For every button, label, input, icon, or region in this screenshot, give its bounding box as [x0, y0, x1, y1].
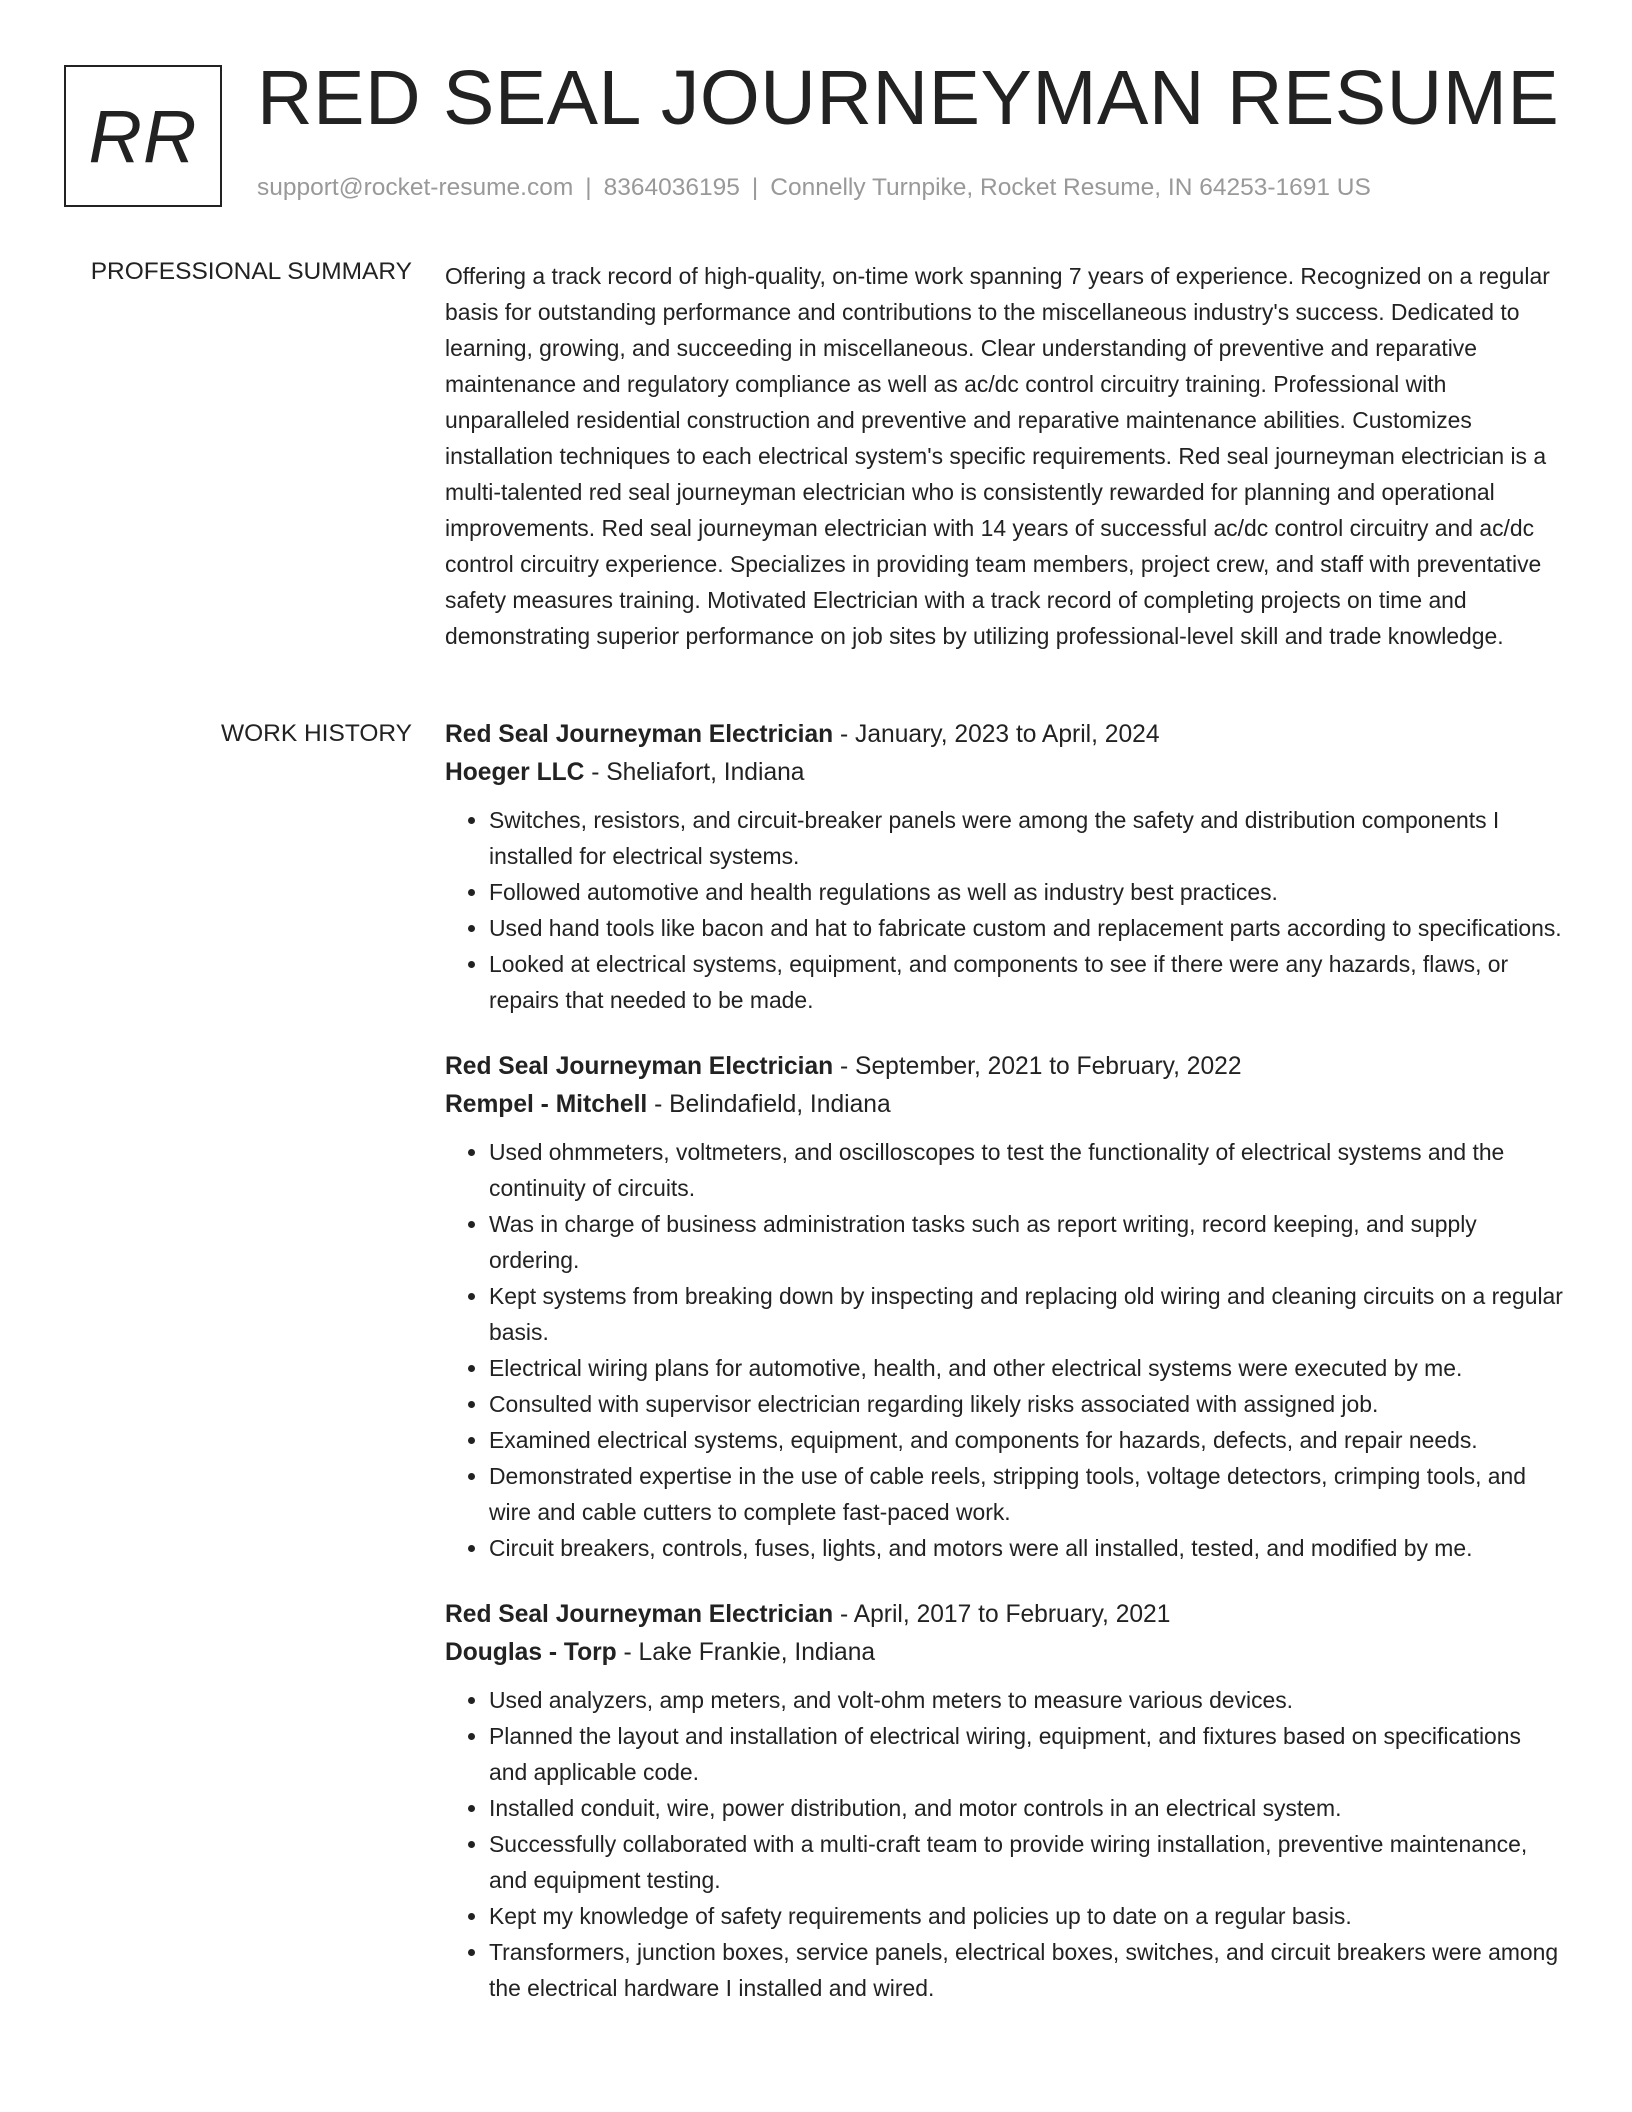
job-bullet-list: [445, 802, 1565, 1018]
resume-title: RED SEAL JOURNEYMAN RESUME: [257, 55, 1560, 141]
job-bullet: • Transformers, junction boxes, service panels, electrical boxes, switches, and circuit breakers were among the electrical hardware I installed and wired.: [489, 1934, 1565, 2006]
job-dates: - April, 2017 to February, 2021: [833, 1601, 1171, 1628]
job-bullet: • Was in charge of business administration tasks such as report writing, record keeping, and supply ordering.: [489, 1206, 1565, 1278]
contact-separator: |: [585, 174, 592, 201]
job-bullet: • Electrical wiring plans for automotive, health, and other electrical systems were executed by me.: [489, 1350, 1565, 1386]
job-title-line: [445, 716, 1565, 754]
job-company-line: [445, 754, 1565, 792]
job-dates: - September, 2021 to February, 2022: [833, 1053, 1242, 1080]
job-title-line: [445, 1048, 1565, 1086]
job-entry: [445, 716, 1565, 1018]
job-title: Red Seal Journeyman Electrician: [445, 1053, 834, 1080]
job-bullet: • Followed automotive and health regulations as well as industry best practices.: [489, 874, 1565, 910]
job-company-line: [445, 1086, 1565, 1124]
job-title: Red Seal Journeyman Electrician: [445, 721, 834, 748]
job-company: Douglas - Torp: [445, 1639, 617, 1666]
contact-line: [257, 174, 1371, 202]
job-bullet: • Switches, resistors, and circuit-breaker panels were among the safety and distribution components I installed for electrical systems.: [489, 802, 1565, 874]
job-entry: [445, 1048, 1565, 1566]
job-bullet: • Installed conduit, wire, power distribution, and motor controls in an electrical system.: [489, 1790, 1565, 1826]
contact-phone[interactable]: 8364036195: [603, 174, 740, 201]
job-location: - Sheliafort, Indiana: [584, 759, 805, 786]
job-bullet-list: [445, 1134, 1565, 1566]
job-bullet: • Used ohmmeters, voltmeters, and oscilloscopes to test the functionality of electrical systems and the continuity of circuits.: [489, 1134, 1565, 1206]
job-bullet: • Examined electrical systems, equipment, and components for hazards, defects, and repair needs.: [489, 1422, 1565, 1458]
job-dates: - January, 2023 to April, 2024: [833, 721, 1160, 748]
job-company: Hoeger LLC: [445, 759, 585, 786]
job-company: Rempel - Mitchell: [445, 1091, 648, 1118]
work-history-section-label: WORK HISTORY: [220, 720, 412, 747]
job-bullet: • Consulted with supervisor electrician regarding likely risks associated with assigned job.: [489, 1386, 1565, 1422]
job-bullet: • Demonstrated expertise in the use of cable reels, stripping tools, voltage detectors, crimping tools, and wire and cable cutters to complete fast-paced work.: [489, 1458, 1565, 1530]
contact-separator: |: [751, 174, 759, 201]
job-bullet: • Used hand tools like bacon and hat to fabricate custom and replacement parts according to specifications.: [489, 910, 1565, 946]
monogram-badge: [64, 65, 222, 207]
summary-text: Offering a track record of high-quality, on-time work spanning 7 years of experience. Recognized on a regular basis for outstanding performance and contributions to the miscellaneous industry's success. Dedicated to learning, growing, and succeeding in miscellaneous. Clear understanding of preventive and reparative maintenance and regulatory compliance as well as ac/dc control circuitry training. Professional with unparalleled residential construction and preventive and reparative maintenance abilities. Customizes installation techniques to each electrical system's specific requirements. Red seal journeyman electrician is a multi-talented red seal journeyman electrician who is consistently rewarded for planning and operational improvements. Red seal journeyman electrician with 14 years of successful ac/dc control circuitry and ac/dc control circuitry experience. Specializes in providing team members, project crew, and staff with preventative safety measures training. Motivated Electrician with a track record of completing projects on time and demonstrating superior performance on job sites by utilizing professional-level skill and trade knowledge.: [445, 263, 1550, 649]
job-title: Red Seal Journeyman Electrician: [445, 1601, 834, 1628]
monogram-initials: RR: [88, 94, 198, 178]
job-bullet: • Kept systems from breaking down by inspecting and replacing old wiring and cleaning circuits on a regular basis.: [489, 1278, 1565, 1350]
contact-email[interactable]: support@rocket-resume.com: [257, 174, 574, 201]
job-bullet: • Kept my knowledge of safety requirements and policies up to date on a regular basis.: [489, 1898, 1565, 1934]
job-company-line: [445, 1634, 1565, 1672]
job-bullet: • Used analyzers, amp meters, and volt-ohm meters to measure various devices.: [489, 1682, 1565, 1718]
job-bullet-list: [445, 1682, 1565, 2006]
job-title-line: [445, 1596, 1565, 1634]
job-bullet: • Circuit breakers, controls, fuses, lights, and motors were all installed, tested, and modified by me.: [489, 1530, 1565, 1566]
job-bullet: • Successfully collaborated with a multi-craft team to provide wiring installation, preventive maintenance, and equipment testing.: [489, 1826, 1565, 1898]
work-history-list: [445, 716, 1565, 2006]
job-location: - Lake Frankie, Indiana: [616, 1639, 876, 1666]
contact-address: Connelly Turnpike, Rocket Resume, IN 64253-1691 US: [770, 174, 1371, 201]
job-bullet: • Planned the layout and installation of electrical wiring, equipment, and fixtures based on specifications and applicable code.: [489, 1718, 1565, 1790]
job-bullet: • Looked at electrical systems, equipment, and components to see if there were any hazards, flaws, or repairs that needed to be made.: [489, 946, 1565, 1018]
job-location: - Belindafield, Indiana: [647, 1091, 891, 1118]
job-entry: [445, 1596, 1565, 2006]
summary-section-label: PROFESSIONAL SUMMARY: [90, 258, 412, 285]
